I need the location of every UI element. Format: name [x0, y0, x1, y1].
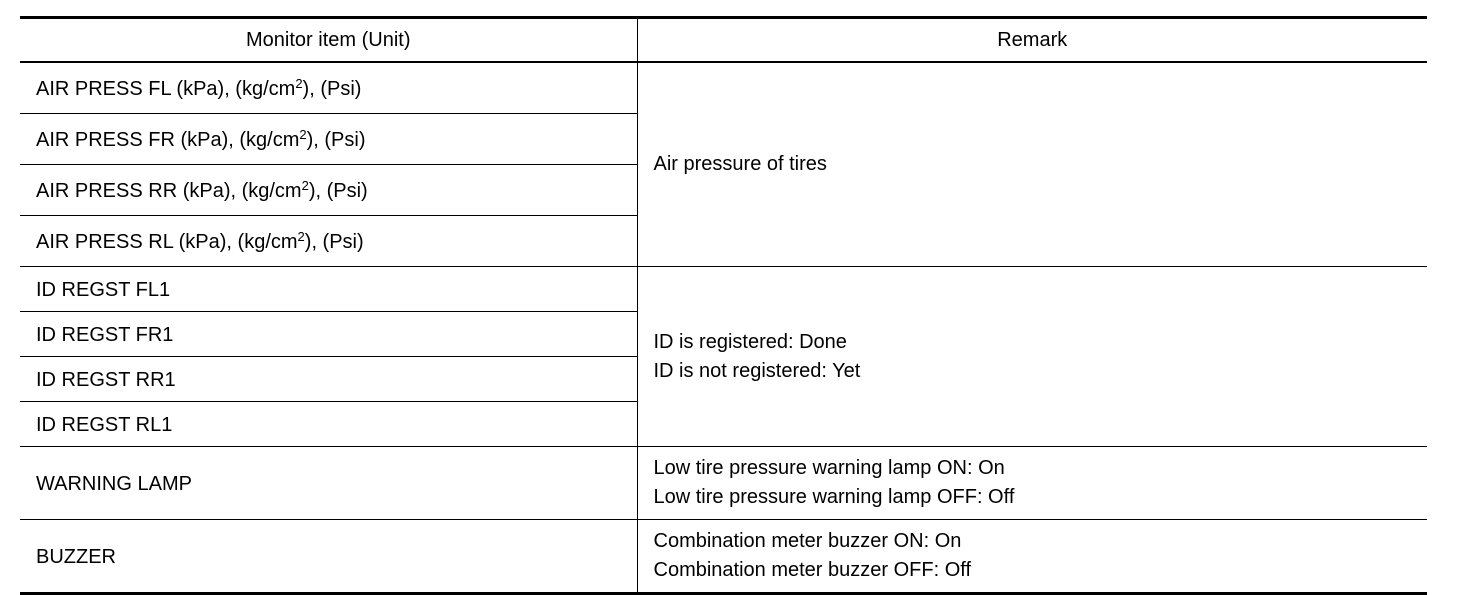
- remark-line: Low tire pressure warning lamp OFF: Off: [653, 486, 1015, 508]
- monitor-item-cell: AIR PRESS RR (kPa), $(kg/cm^2)$, (Psi): [20, 165, 637, 216]
- remark-line: Low tire pressure warning lamp ON: On: [653, 457, 1005, 479]
- header-remark: Remark: [637, 18, 1427, 63]
- monitor-item-cell: AIR PRESS FR (kPa), $(kg/cm^2)$, (Psi): [20, 114, 637, 165]
- monitor-item-cell: ID REGST RR1: [20, 357, 637, 402]
- monitor-item-cell: ID REGST RL1: [20, 402, 637, 447]
- table-row: [20, 62, 1427, 114]
- monitor-item-cell: WARNING LAMP: [20, 447, 637, 520]
- remark-cell: [637, 520, 1427, 594]
- table-row: [20, 520, 1427, 594]
- monitor-item-cell: ID REGST FL1: [20, 267, 637, 312]
- remark-line: Combination meter buzzer ON: On: [653, 530, 962, 552]
- remark-line: ID is registered: Done: [653, 330, 847, 353]
- monitor-item-cell: AIR PRESS RL (kPa), $(kg/cm^2)$, (Psi): [20, 216, 637, 267]
- remark-cell: [637, 447, 1427, 520]
- remark-cell: [637, 267, 1427, 447]
- monitor-item-cell: AIR PRESS FL (kPa), $(kg/cm^2)$, (Psi): [20, 62, 637, 114]
- monitor-item-cell: BUZZER: [20, 520, 637, 594]
- monitor-item-table: [20, 16, 1427, 595]
- remark-line: ID is not registered: Yet: [653, 359, 861, 382]
- header-row: [20, 18, 1427, 63]
- monitor-item-cell: ID REGST FR1: [20, 312, 637, 357]
- table-row: [20, 447, 1427, 520]
- remark-cell: Air pressure of tires: [637, 62, 1427, 267]
- remark-line: Combination meter buzzer OFF: Off: [653, 559, 972, 581]
- table-row: [20, 267, 1427, 312]
- header-monitor-item: Monitor item (Unit): [20, 18, 637, 63]
